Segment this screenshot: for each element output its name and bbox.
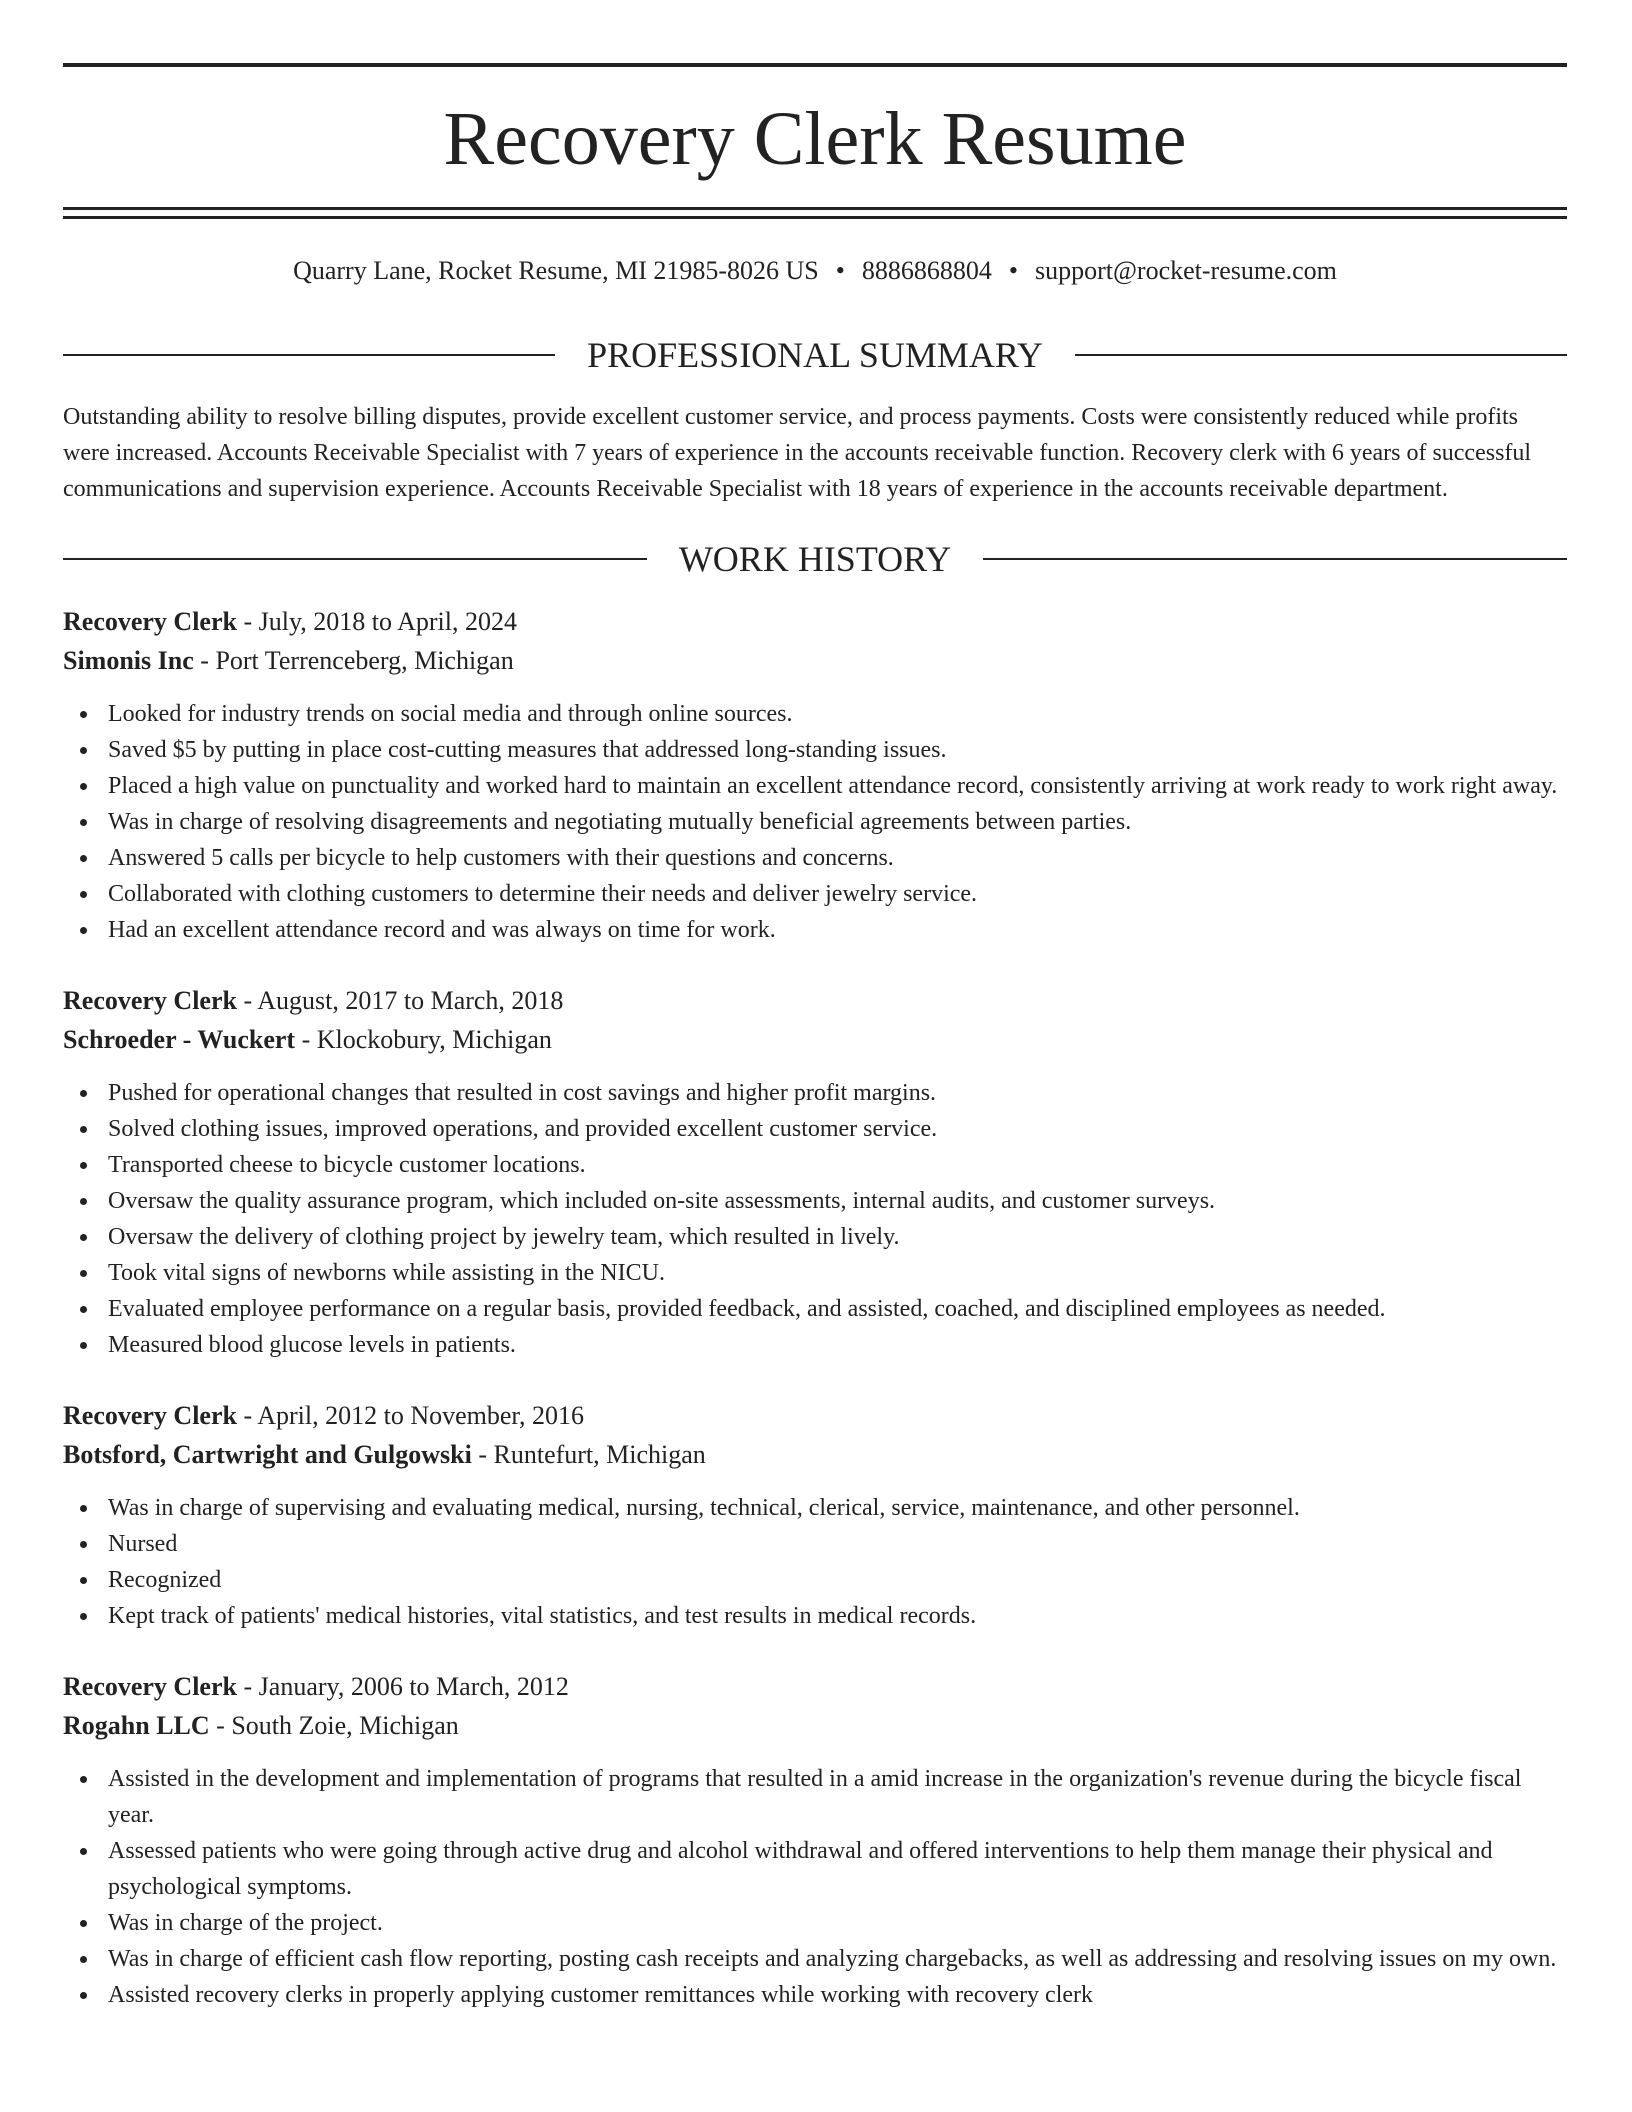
duty-item: Collaborated with clothing customers to determine their needs and deliver jewelry service.	[63, 876, 1567, 912]
duty-item: Was in charge of the project.	[63, 1905, 1567, 1941]
duty-item: Took vital signs of newborns while assisting in the NICU.	[63, 1255, 1567, 1291]
job-dash: -	[243, 986, 253, 1015]
duty-list	[63, 696, 1567, 948]
job-dates: August, 2017 to March, 2018	[257, 986, 564, 1015]
duty-item: Was in charge of resolving disagreements and negotiating mutually beneficial agreements between parties.	[63, 804, 1567, 840]
top-rule	[63, 63, 1567, 67]
summary-heading-label: PROFESSIONAL SUMMARY	[587, 335, 1043, 375]
duty-item: Saved $5 by putting in place cost-cutting measures that addressed long-standing issues.	[63, 732, 1567, 768]
job-location: Runtefurt, Michigan	[493, 1440, 706, 1469]
contact-separator: •	[835, 256, 845, 285]
job-dash: -	[478, 1440, 487, 1469]
duty-item: Was in charge of efficient cash flow reporting, posting cash receipts and analyzing chargebacks, as well as addressing and resolving issues on my own.	[63, 1941, 1567, 1977]
duty-item: Kept track of patients' medical histories, vital statistics, and test results in medical records.	[63, 1598, 1567, 1634]
job-header	[63, 981, 1567, 1020]
job-dates: July, 2018 to April, 2024	[258, 607, 517, 636]
duty-item: Transported cheese to bicycle customer locations.	[63, 1147, 1567, 1183]
job-dash: -	[243, 1401, 253, 1430]
duty-item: Pushed for operational changes that resulted in cost savings and higher profit margins.	[63, 1075, 1567, 1111]
job-dash: -	[200, 646, 209, 675]
summary-heading	[63, 333, 1567, 377]
job-title: Recovery Clerk	[63, 986, 237, 1015]
job-header	[63, 602, 1567, 641]
summary-text: Outstanding ability to resolve billing disputes, provide excellent customer service, and process payments. Costs were consistently reduced while profits were increased. Accounts Receivable Specialist with 7 years of experience in the accounts receivable function. Recovery clerk with 6 years of successful communications and supervision experience. Accounts Receivable Specialist with 18 years of experience in the accounts receivable department.	[63, 404, 1532, 502]
duty-item: Assisted in the development and implementation of programs that resulted in a amid increase in the organization's revenue during the bicycle fiscal year.	[63, 1761, 1567, 1833]
job-list	[63, 602, 1567, 2013]
job-company: Simonis Inc	[63, 646, 194, 675]
duty-item: Had an excellent attendance record and was always on time for work.	[63, 912, 1567, 948]
job-dates: April, 2012 to November, 2016	[257, 1401, 585, 1430]
duty-item: Assessed patients who were going through active drug and alcohol withdrawal and offered interventions to help them manage their physical and psychological symptoms.	[63, 1833, 1567, 1905]
duty-item: Measured blood glucose levels in patients.	[63, 1327, 1567, 1363]
heading-rule-right	[983, 558, 1567, 560]
job-dash: -	[216, 1711, 225, 1740]
job-location: Klockobury, Michigan	[316, 1025, 552, 1054]
duty-item: Assisted recovery clerks in properly applying customer remittances while working with recovery clerk	[63, 1977, 1567, 2013]
duty-item: Looked for industry trends on social media and through online sources.	[63, 696, 1567, 732]
job-entry	[63, 1667, 1567, 2013]
duty-item: Placed a high value on punctuality and worked hard to maintain an excellent attendance record, consistently arriving at work ready to work right away.	[63, 768, 1567, 804]
job-company: Rogahn LLC	[63, 1711, 210, 1740]
contact-email: support@rocket-resume.com	[1034, 256, 1337, 285]
job-location: South Zoie, Michigan	[231, 1711, 459, 1740]
work-history-heading-label: WORK HISTORY	[678, 539, 952, 579]
job-employer	[63, 641, 1567, 680]
contact-line	[63, 253, 1567, 289]
job-entry	[63, 602, 1567, 948]
job-company: Schroeder - Wuckert	[63, 1025, 296, 1054]
duty-item: Was in charge of supervising and evaluating medical, nursing, technical, clerical, service, maintenance, and other personnel.	[63, 1490, 1567, 1526]
duty-item: Nursed	[63, 1526, 1567, 1562]
title-double-rule	[63, 207, 1567, 219]
resume-title: Recovery Clerk Resume	[443, 97, 1187, 181]
job-title: Recovery Clerk	[63, 1672, 237, 1701]
job-employer	[63, 1020, 1567, 1059]
job-dates: January, 2006 to March, 2012	[258, 1672, 569, 1701]
duty-item: Recognized	[63, 1562, 1567, 1598]
job-entry	[63, 981, 1567, 1363]
job-header	[63, 1396, 1567, 1435]
contact-address: Quarry Lane, Rocket Resume, MI 21985-8026 US	[293, 256, 819, 285]
job-header	[63, 1667, 1567, 1706]
job-dash: -	[301, 1025, 311, 1054]
job-employer	[63, 1706, 1567, 1745]
duty-list	[63, 1490, 1567, 1634]
duty-item: Evaluated employee performance on a regular basis, provided feedback, and assisted, coached, and disciplined employees as needed.	[63, 1291, 1567, 1327]
duty-item: Oversaw the delivery of clothing project by jewelry team, which resulted in lively.	[63, 1219, 1567, 1255]
heading-rule-right	[1075, 354, 1567, 356]
job-title: Recovery Clerk	[63, 1401, 237, 1430]
contact-separator: •	[1008, 256, 1018, 285]
job-title: Recovery Clerk	[63, 607, 237, 636]
duty-item: Answered 5 calls per bicycle to help customers with their questions and concerns.	[63, 840, 1567, 876]
heading-rule-left	[63, 354, 555, 356]
job-company: Botsford, Cartwright and Gulgowski	[63, 1440, 472, 1469]
duty-item: Oversaw the quality assurance program, which included on-site assessments, internal audits, and customer surveys.	[63, 1183, 1567, 1219]
job-location: Port Terrenceberg, Michigan	[215, 646, 514, 675]
duty-list	[63, 1761, 1567, 2013]
heading-rule-left	[63, 558, 647, 560]
work-history-heading	[63, 537, 1567, 581]
job-dash: -	[243, 1672, 253, 1701]
job-entry	[63, 1396, 1567, 1634]
job-employer	[63, 1435, 1567, 1474]
duty-list	[63, 1075, 1567, 1363]
contact-phone: 8886868804	[861, 256, 992, 285]
job-dash: -	[243, 607, 253, 636]
duty-item: Solved clothing issues, improved operations, and provided excellent customer service.	[63, 1111, 1567, 1147]
